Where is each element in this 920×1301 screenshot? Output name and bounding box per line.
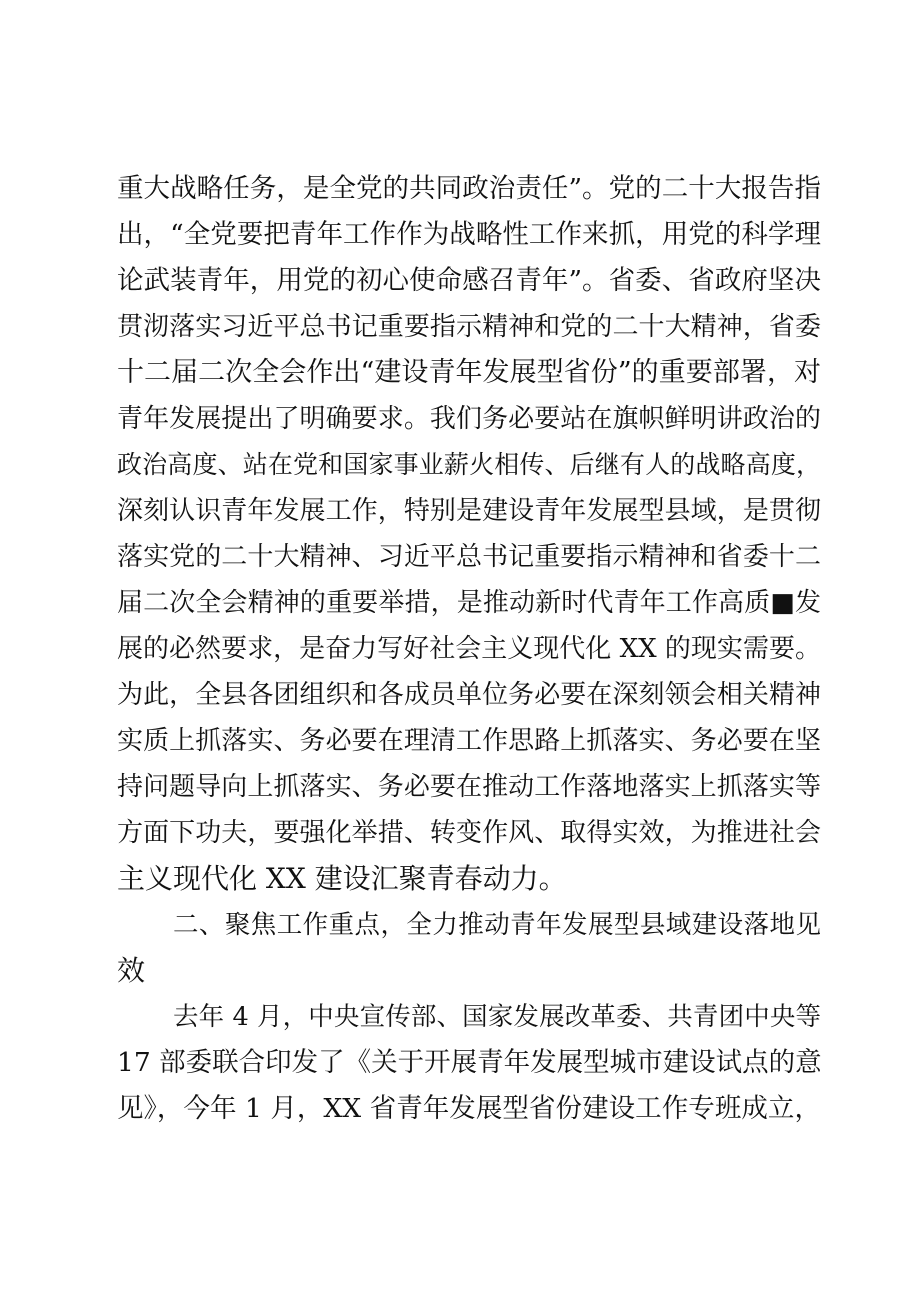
section-heading-continuation: 效: [117, 954, 146, 987]
body-text-line: 青年发展提出了明确要求。我们务必要站在旗帜鲜明讲政治的: [117, 404, 821, 434]
body-text-line: 去年 4 月，中央宣传部、国家发展改革委、共青团中央等: [173, 1002, 821, 1032]
body-text-line: 17 部委联合印发了《关于开展青年发展型城市建设试点的意: [117, 1047, 822, 1078]
body-text-line: 见》，今年 1 月，XX 省青年发展型省份建设工作专班成立，: [117, 1093, 821, 1124]
body-text-line: 方面下功夫，要强化举措、转变作风、取得实效，为推进社会: [117, 818, 821, 848]
body-text-line: 深刻认识青年发展工作，特别是建设青年发展型县域，是贯彻: [117, 496, 821, 526]
body-text-line: 十二届二次全会作出“建设青年发展型省份”的重要部署，对: [117, 357, 821, 388]
body-text-line: 为此，全县各团组织和各成员单位务必要在深刻领会相关精神: [117, 680, 821, 710]
body-text-line: 主义现代化 XX 建设汇聚青春动力。: [117, 862, 567, 895]
section-heading: 二、聚焦工作重点，全力推动青年发展型县域建设落地见: [173, 910, 821, 940]
body-text-line: 持问题导向上抓落实、务必要在推动工作落地落实上抓落实等: [117, 772, 821, 802]
body-text-line: 届二次全会精神的重要举措，是推动新时代青年工作高质■发: [117, 588, 821, 618]
body-text-line: 落实党的二十大精神、习近平总书记重要指示精神和省委十二: [117, 542, 821, 572]
body-text-line: 贯沏落实习近平总书记重要指示精神和党的二十大精神，省委: [117, 312, 821, 342]
body-text-line: 论武装青年，用党的初心使命感召青年”。省委、省政府坚决: [117, 265, 821, 296]
body-text-line: 重大战略任务，是全党的共同政治责任”。党的二十大报告指: [117, 173, 821, 204]
body-text-line: 政治高度、站在党和国家事业薪火相传、后继有人的战略高度，: [117, 450, 821, 479]
body-text-line: 展的必然要求，是奋力写好社会主义现代化 XX 的现实需要。: [117, 634, 821, 664]
document-page: [117, 166, 821, 1132]
body-text-line: 实质上抓落实、务必要在理清工作思路上抓落实、务必要在坚: [117, 726, 821, 756]
body-text-line: 出，“全党要把青年工作作为战略性工作来抓，用党的科学理: [117, 219, 821, 250]
